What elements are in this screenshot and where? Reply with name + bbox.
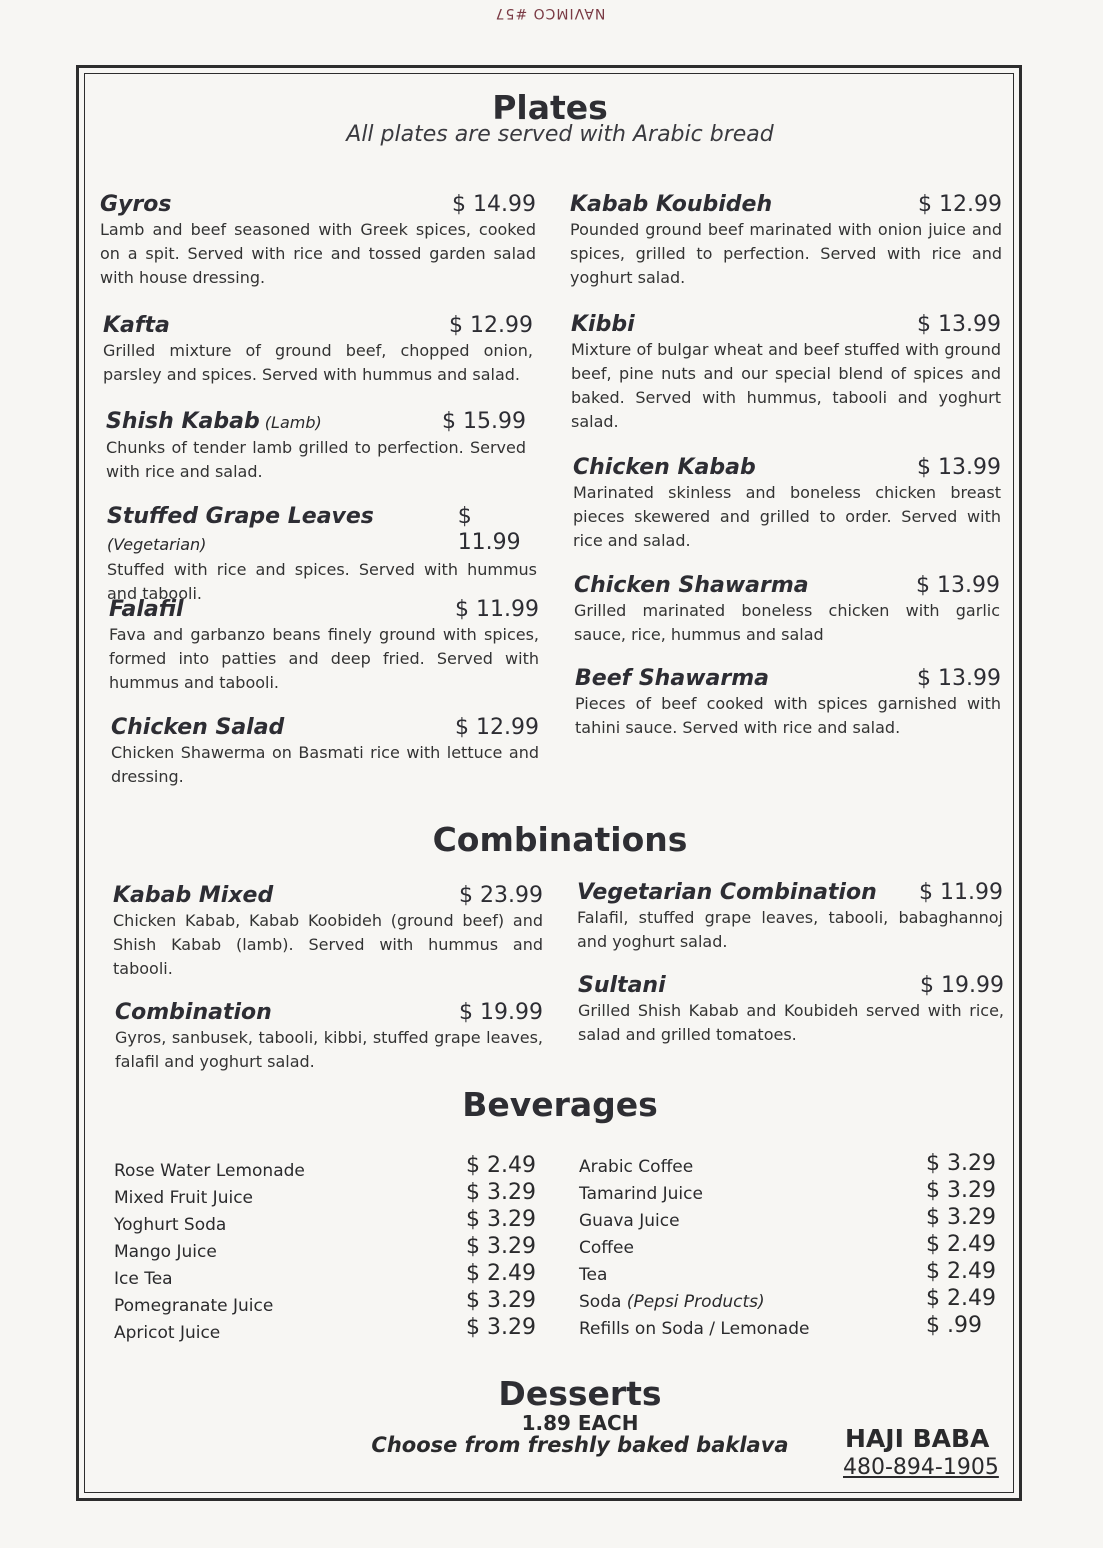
- menu-item-title: [578, 973, 666, 999]
- beverages-right-names: [579, 1154, 879, 1343]
- beverage-price-text: $ 3.29: [926, 1178, 996, 1203]
- beverage-price-text: $ 2.49: [466, 1261, 536, 1286]
- menu-item-price: $ 23.99: [459, 883, 543, 908]
- menu-item-description: Grilled marinated boneless chicken with garlic sauce, rice, hummus and salad: [574, 601, 1000, 644]
- beverage-price: [926, 1150, 1016, 1177]
- menu-item-name: Kabab Mixed: [113, 883, 274, 908]
- beverage-price-text: $ 2.49: [466, 1153, 536, 1178]
- beverage-name: [579, 1289, 879, 1316]
- beverage-price-text: $ 3.29: [466, 1315, 536, 1340]
- beverages-right-prices: [926, 1150, 1016, 1339]
- menu-item-price: $ 11.99: [919, 880, 1003, 905]
- beverage-price: [926, 1285, 1016, 1312]
- desserts-price: 1.89 EACH: [521, 1411, 639, 1435]
- beverage-name: [579, 1235, 879, 1262]
- beverage-price-text: $ 2.49: [926, 1232, 996, 1257]
- menu-item: [109, 597, 539, 695]
- menu-item: [106, 409, 526, 484]
- menu-item-header: [100, 192, 536, 218]
- combinations-title: Combinations: [432, 820, 688, 859]
- beverage-price-text: $ 2.49: [926, 1286, 996, 1311]
- beverage-price-text: $ 3.29: [466, 1234, 536, 1259]
- menu-item-price: $ 13.99: [917, 666, 1001, 691]
- beverage-price: [926, 1312, 1016, 1339]
- menu-item-header: [578, 973, 1004, 999]
- menu-item: [578, 973, 1004, 1047]
- beverage-price-text: $ .99: [926, 1313, 982, 1338]
- menu-item-name: Combination: [115, 1000, 272, 1025]
- menu-item-header: [115, 1000, 543, 1026]
- menu-item-header: [577, 880, 1003, 906]
- menu-item-name: Kabab Koubideh: [570, 192, 773, 217]
- menu-item: [111, 715, 539, 789]
- beverage-name: [114, 1239, 374, 1266]
- beverage-name-text: Apricot Juice: [114, 1323, 221, 1343]
- menu-item-price: $ 14.99: [452, 192, 536, 217]
- menu-item-price: $ 15.99: [442, 409, 526, 434]
- beverage-name-text: Tamarind Juice: [579, 1184, 703, 1204]
- menu-item-price: $ 12.99: [918, 192, 1002, 217]
- menu-item-name: Chicken Salad: [111, 715, 285, 740]
- menu-item-price: $ 13.99: [917, 455, 1001, 480]
- menu-item-name: Kafta: [103, 313, 170, 338]
- beverage-price: [466, 1152, 556, 1179]
- menu-item-description: Grilled mixture of ground beef, chopped onion, parsley and spices. Served with hummus and salad.: [103, 341, 533, 384]
- beverage-name: [579, 1262, 879, 1289]
- menu-item-title: [106, 409, 322, 436]
- printer-mark: NAVIMCO #57: [494, 5, 606, 21]
- menu-item-title: [115, 1000, 272, 1026]
- menu-item-name: Falafil: [109, 597, 184, 622]
- beverage-price-text: $ 3.29: [926, 1205, 996, 1230]
- menu-item-header: [571, 312, 1001, 338]
- menu-item-title: [113, 883, 273, 909]
- beverage-name-text: Mango Juice: [114, 1242, 217, 1262]
- beverage-name-text: Yoghurt Soda: [114, 1215, 227, 1235]
- beverage-name-text: Ice Tea: [114, 1269, 173, 1289]
- beverage-price: [926, 1231, 1016, 1258]
- menu-item-price: $ 11.99: [457, 504, 521, 555]
- desserts-title: Desserts: [498, 1374, 662, 1413]
- beverage-name-text: Guava Juice: [579, 1211, 680, 1231]
- menu-item-name: Sultani: [578, 973, 666, 998]
- menu-item-header: [574, 573, 1000, 599]
- menu-item-title: [573, 455, 756, 481]
- menu-item-header: [570, 192, 1002, 218]
- menu-item: [574, 573, 1000, 647]
- menu-item-price: $ 13.99: [916, 573, 1000, 598]
- menu-item-title: [111, 715, 284, 741]
- beverage-price: [466, 1233, 556, 1260]
- beverage-name: [114, 1212, 374, 1239]
- restaurant-phone[interactable]: 480-894-1905: [843, 1455, 999, 1480]
- menu-item-title: [577, 880, 877, 906]
- beverage-name: [579, 1316, 879, 1343]
- plates-title: Plates: [492, 88, 608, 127]
- beverage-name-text: Tea: [579, 1265, 608, 1285]
- menu-item-description: Fava and garbanzo beans finely ground with spices, formed into patties and deep fried. Served with hummus and tabooli.: [109, 625, 539, 692]
- menu-item-description: Lamb and beef seasoned with Greek spices, cooked on a spit. Served with rice and tossed garden salad with house dressing.: [100, 220, 536, 287]
- menu-item: [575, 666, 1001, 740]
- desserts-description: Choose from freshly baked baklava: [371, 1433, 789, 1457]
- menu-item: [115, 1000, 543, 1074]
- menu-item-note: (Lamb): [259, 413, 322, 432]
- beverages-left-names: [114, 1158, 374, 1347]
- menu-item-price: $ 12.99: [455, 715, 539, 740]
- menu-item: [571, 312, 1001, 434]
- menu-item-header: [575, 666, 1001, 692]
- beverage-price: [466, 1260, 556, 1287]
- menu-item-description: Mixture of bulgar wheat and beef stuffed with ground beef, pine nuts and our special blend of spices and baked. Served with hummus, tabooli and yoghurt salad.: [571, 340, 1001, 431]
- menu-item-description: Falafil, stuffed grape leaves, tabooli, babaghannoj and yoghurt salad.: [577, 908, 1003, 951]
- beverage-name-text: Soda: [579, 1292, 622, 1312]
- beverage-price-text: $ 3.29: [466, 1288, 536, 1313]
- menu-item: [570, 192, 1002, 290]
- menu-item-name: Kibbi: [571, 312, 635, 337]
- menu-item-name: Chicken Kabab: [573, 455, 756, 480]
- menu-item-description: Stuffed with rice and spices. Served with hummus and tabooli.: [107, 560, 537, 603]
- menu-item-header: [107, 504, 537, 558]
- menu-item-name: Shish Kabab: [106, 409, 260, 434]
- beverage-name: [579, 1154, 879, 1181]
- menu-item-header: [109, 597, 539, 623]
- menu-item-title: [570, 192, 772, 218]
- beverage-name: [114, 1293, 374, 1320]
- menu-item-header: [106, 409, 526, 436]
- menu-item-title: [575, 666, 769, 692]
- menu-item-description: Marinated skinless and boneless chicken breast pieces skewered and grilled to order. Served with rice and salad.: [573, 483, 1001, 550]
- beverage-price: [466, 1287, 556, 1314]
- menu-item-name: Stuffed Grape Leaves: [107, 504, 374, 529]
- beverage-price: [466, 1314, 556, 1341]
- menu-item-description: Chicken Shawerma on Basmati rice with lettuce and dressing.: [111, 743, 539, 786]
- beverage-name: [114, 1158, 374, 1185]
- beverage-name: [114, 1266, 374, 1293]
- menu-item-name: Beef Shawarma: [575, 666, 769, 691]
- menu-item-description: Pounded ground beef marinated with onion juice and spices, grilled to perfection. Served with rice and yoghurt salad.: [570, 220, 1002, 287]
- menu-item-name: Gyros: [100, 192, 172, 217]
- menu-item: [577, 880, 1003, 954]
- menu-item-description: Pieces of beef cooked with spices garnished with tahini sauce. Served with rice and salad.: [575, 694, 1001, 737]
- menu-item-header: [111, 715, 539, 741]
- menu-item-price: $ 19.99: [459, 1000, 543, 1025]
- beverage-name: [114, 1185, 374, 1212]
- menu-item: [100, 192, 536, 290]
- menu-item-title: [107, 504, 458, 558]
- beverage-name-text: Coffee: [579, 1238, 634, 1258]
- menu-item: [573, 455, 1001, 553]
- beverages-left-prices: [466, 1152, 556, 1341]
- beverage-name: [579, 1181, 879, 1208]
- menu-item: [103, 313, 533, 387]
- menu-item-title: [103, 313, 170, 339]
- beverage-price: [466, 1179, 556, 1206]
- menu-item-description: Chicken Kabab, Kabab Koobideh (ground beef) and Shish Kabab (lamb). Served with hummus and tabooli.: [113, 911, 543, 978]
- beverage-price-text: $ 3.29: [926, 1151, 996, 1176]
- beverage-price-text: $ 3.29: [466, 1207, 536, 1232]
- beverage-note: (Pepsi Products): [621, 1292, 765, 1312]
- beverage-name: [114, 1320, 374, 1347]
- menu-item-title: [109, 597, 184, 623]
- menu-item-header: [113, 883, 543, 909]
- beverage-name: [579, 1208, 879, 1235]
- menu-item-title: [574, 573, 809, 599]
- beverage-price: [926, 1258, 1016, 1285]
- menu-item-header: [103, 313, 533, 339]
- menu-item-description: Gyros, sanbusek, tabooli, kibbi, stuffed grape leaves, falafil and yoghurt salad.: [115, 1028, 543, 1071]
- menu-item-description: Grilled Shish Kabab and Koubideh served with rice, salad and grilled tomatoes.: [578, 1001, 1004, 1044]
- beverage-name-text: Mixed Fruit Juice: [114, 1188, 253, 1208]
- menu-item-title: [100, 192, 171, 218]
- menu-item-price: $ 13.99: [917, 312, 1001, 337]
- menu-item-title: [571, 312, 635, 338]
- beverage-price-text: $ 2.49: [926, 1259, 996, 1284]
- beverages-title: Beverages: [462, 1085, 658, 1124]
- menu-item-price: $ 12.99: [449, 313, 533, 338]
- menu-item: [107, 504, 537, 606]
- plates-subtitle: All plates are served with Arabic bread: [346, 122, 774, 147]
- menu-item-description: Chunks of tender lamb grilled to perfection. Served with rice and salad.: [106, 438, 526, 481]
- beverage-name-text: Rose Water Lemonade: [114, 1161, 305, 1181]
- menu-item: [113, 883, 543, 981]
- menu-item-price: $ 19.99: [920, 973, 1004, 998]
- beverage-price: [466, 1206, 556, 1233]
- beverage-name-text: Pomegranate Juice: [114, 1296, 274, 1316]
- beverage-price-text: $ 3.29: [466, 1180, 536, 1205]
- beverage-name-text: Arabic Coffee: [579, 1157, 694, 1177]
- menu-item-header: [573, 455, 1001, 481]
- menu-item-note: (Vegetarian): [107, 535, 207, 554]
- menu-item-price: $ 11.99: [455, 597, 539, 622]
- menu-item-name: Vegetarian Combination: [577, 880, 877, 905]
- menu-item-name: Chicken Shawarma: [574, 573, 809, 598]
- restaurant-name: HAJI BABA: [845, 1424, 990, 1453]
- beverage-price: [926, 1177, 1016, 1204]
- beverage-price: [926, 1204, 1016, 1231]
- beverage-name-text: Refills on Soda / Lemonade: [579, 1319, 810, 1339]
